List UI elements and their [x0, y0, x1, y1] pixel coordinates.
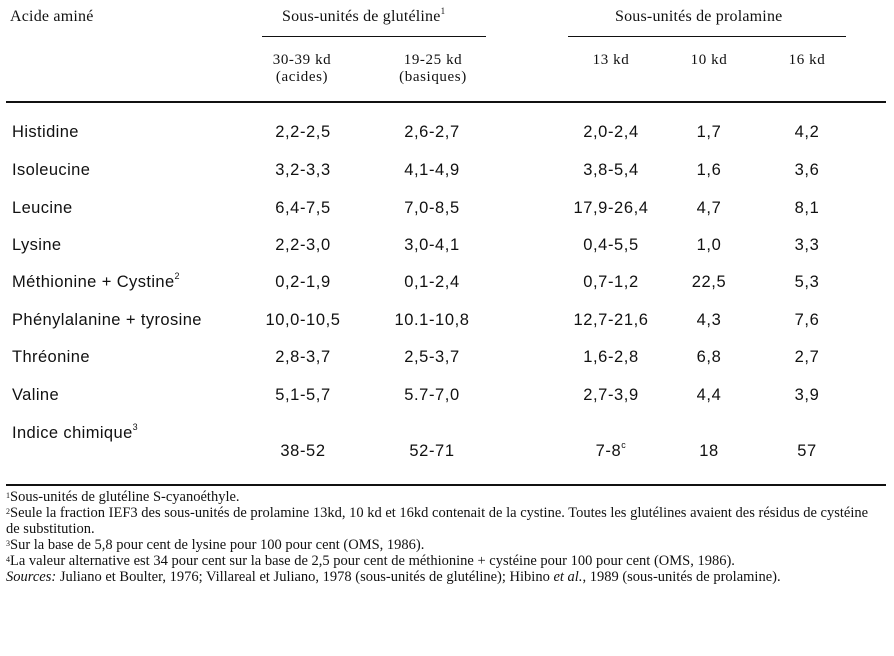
column-header-30-39kd — [247, 52, 357, 86]
table-cell-with-note — [556, 442, 666, 461]
table-cell: 1,7 — [696, 123, 722, 141]
footnote-3 — [6, 537, 882, 553]
table-cell: 3,2-3,3 — [275, 161, 331, 179]
row-label-isoleucine: Isoleucine — [12, 161, 91, 179]
amino-acid-column-header: Acide aminé — [10, 8, 94, 25]
table-bottom-rule — [6, 484, 886, 486]
footnote-text: Sur la base de 5,8 pour cent de lysine pour 100 pour cent (OMS, 1986). — [10, 537, 425, 553]
table-cell: 10,0-10,5 — [265, 311, 341, 329]
row-label-text: Indice chimique — [12, 424, 133, 442]
table-cell: 0,4-5,5 — [583, 236, 639, 254]
footnote-mark: c — [621, 440, 627, 450]
row-label-methionine-cystine — [12, 273, 180, 292]
footnote-text: Sous-unités de glutéline S-cyanoéthyle. — [10, 489, 240, 505]
footnote-mark: 3 — [6, 539, 10, 548]
glutelin-group-header — [282, 8, 445, 26]
table-cell: 1,0 — [696, 236, 722, 254]
column-header-line1: 10 kd — [690, 52, 728, 68]
table-cell: 57 — [797, 442, 817, 460]
table-cell: 2,7 — [794, 348, 820, 366]
table-cell: 6,4-7,5 — [275, 199, 331, 217]
table-cell: 4,3 — [696, 311, 722, 329]
column-header-10kd — [654, 52, 764, 69]
column-header-line2: (basiques) — [399, 69, 467, 85]
table-cell: 3,9 — [794, 386, 820, 404]
table-cell: 38-52 — [280, 442, 326, 460]
column-header-line1: 16 kd — [788, 52, 826, 68]
footnote-1 — [6, 489, 882, 505]
table-cell: 52-71 — [409, 442, 455, 460]
table-cell: 17,9-26,4 — [573, 199, 649, 217]
row-label-text: Méthionine + Cystine — [12, 273, 175, 291]
table-cell: 0,2-1,9 — [275, 273, 331, 291]
footnote-mark: 2 — [174, 271, 180, 281]
table-cell: 4,7 — [696, 199, 722, 217]
column-header-16kd — [752, 52, 862, 69]
row-label-phenylalanine-tyrosine: Phénylalanine + tyrosine — [12, 311, 202, 329]
footnote-mark: 3 — [132, 422, 139, 432]
table-cell: 5,3 — [794, 273, 820, 291]
row-label-threonine: Thréonine — [12, 348, 90, 366]
prolamin-group-header: Sous-unités de prolamine — [615, 8, 783, 25]
glutelin-group-label: Sous-unités de glutéline — [282, 8, 441, 25]
sources-text: Juliano et Boulter, 1976; Villareal et Juliano, 1978 (sous-unités de glutéline); Hibino — [59, 569, 550, 585]
table-cell: 2,0-2,4 — [583, 123, 639, 141]
table-cell: 6,8 — [696, 348, 722, 366]
table-cell: 7-8 — [595, 442, 622, 460]
sources-etal: et al. — [553, 569, 583, 585]
table-cell: 2,2-3,0 — [275, 236, 331, 254]
table-cell: 4,1-4,9 — [404, 161, 460, 179]
table-cell: 5.7-7,0 — [404, 386, 460, 404]
table-cell: 1,6-2,8 — [583, 348, 639, 366]
table-cell: 7,0-8,5 — [404, 199, 460, 217]
table-cell: 3,8-5,4 — [583, 161, 639, 179]
footnote-text: Seule la fraction IEF3 des sous-unités de prolamine 13kd, 10 kd et 16kd contenait de la cystine. Toutes les glutélines avaient des résidus de cystéine de substitution. — [6, 505, 869, 537]
column-header-line1: 13 kd — [592, 52, 630, 68]
table-cell: 0,1-2,4 — [404, 273, 460, 291]
table-cell: 2,6-2,7 — [404, 123, 460, 141]
sources-text-end: , 1989 (sous-unités de prolamine). — [582, 569, 781, 585]
table-cell: 12,7-21,6 — [573, 311, 649, 329]
footnote-mark: 1 — [6, 491, 10, 500]
column-header-13kd — [556, 52, 666, 69]
table-cell: 5,1-5,7 — [275, 386, 331, 404]
row-label-chemical-index — [12, 424, 138, 443]
table-cell: 2,7-3,9 — [583, 386, 639, 404]
table-cell: 3,6 — [794, 161, 820, 179]
row-label-leucine: Leucine — [12, 199, 73, 217]
table-cell: 4,4 — [696, 386, 722, 404]
column-header-line1: 19-25 kd — [403, 52, 463, 68]
footnote-4 — [6, 553, 882, 569]
table-cell: 7,6 — [794, 311, 820, 329]
column-header-line2: (acides) — [275, 69, 329, 85]
table-cell: 2,8-3,7 — [275, 348, 331, 366]
row-label-valine: Valine — [12, 386, 60, 404]
table-cell: 1,6 — [696, 161, 722, 179]
table-cell: 22,5 — [691, 273, 727, 291]
table-cell: 2,2-2,5 — [275, 123, 331, 141]
sources-label: Sources: — [6, 569, 57, 585]
row-label-histidine: Histidine — [12, 123, 79, 141]
table-cell: 0,7-1,2 — [583, 273, 639, 291]
glutelin-footnote-mark: 1 — [440, 6, 446, 16]
prolamin-group-rule — [568, 36, 846, 37]
footnote-mark: 2 — [6, 507, 10, 516]
table-cell: 2,5-3,7 — [404, 348, 460, 366]
table-cell: 18 — [699, 442, 719, 460]
row-label-lysine: Lysine — [12, 236, 62, 254]
table-cell: 3,3 — [794, 236, 820, 254]
footnote-mark: 4 — [6, 555, 10, 564]
footnote-text: La valeur alternative est 34 pour cent sur la base de 2,5 pour cent de méthionine + cystéine pour 100 pour cent (OMS, 1986). — [10, 553, 735, 569]
table-cell: 3,0-4,1 — [404, 236, 460, 254]
footnote-2 — [6, 505, 882, 537]
footnotes — [6, 489, 882, 585]
glutelin-group-rule — [262, 36, 486, 37]
table-cell: 10.1-10,8 — [394, 311, 470, 329]
table-cell: 4,2 — [794, 123, 820, 141]
column-header-line1: 30-39 kd — [272, 52, 332, 68]
column-header-19-25kd — [373, 52, 493, 86]
sources-note — [6, 569, 882, 585]
header-bottom-rule — [6, 101, 886, 103]
table-cell: 8,1 — [794, 199, 820, 217]
